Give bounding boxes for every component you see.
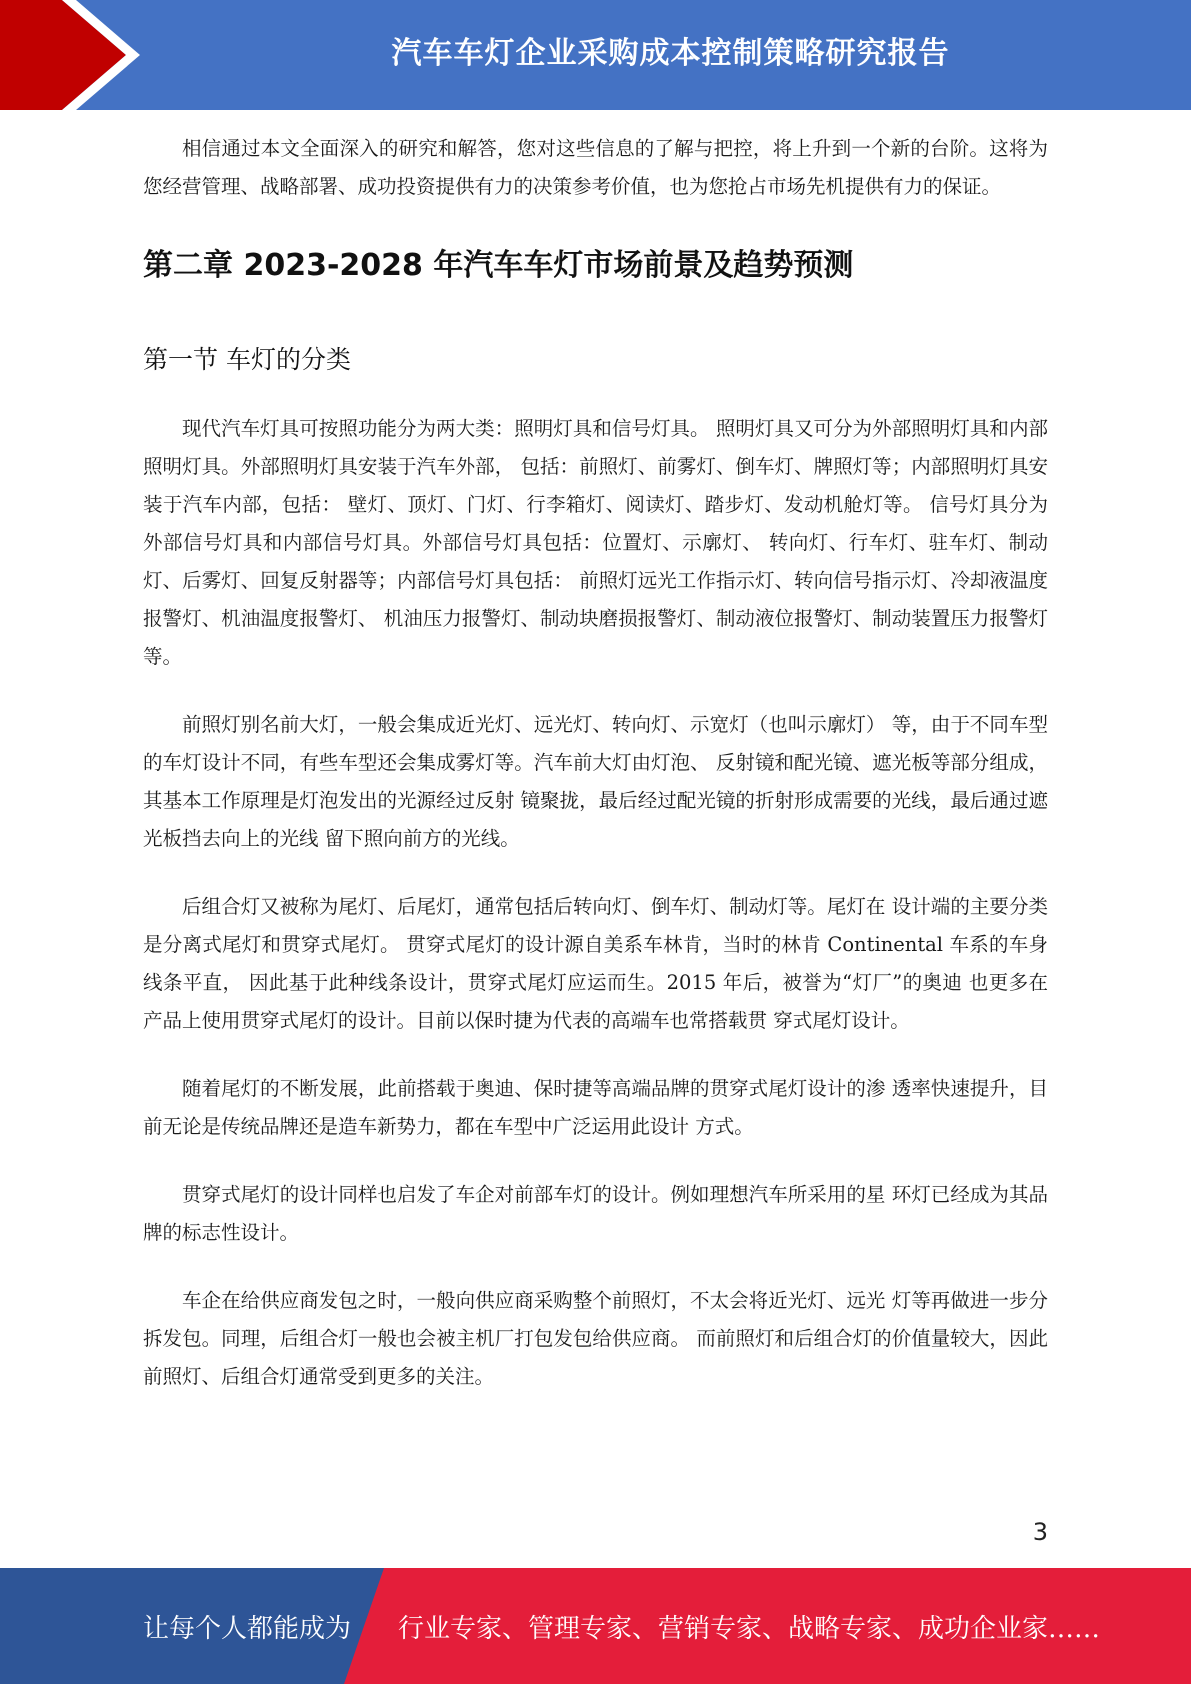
header-title: 汽车车灯企业采购成本控制策略研究报告: [391, 36, 950, 71]
section-title: 第一节 车灯的分类: [143, 345, 351, 374]
document-body: [143, 130, 1048, 1396]
page-footer: [0, 1568, 1191, 1684]
body-paragraph: 贯穿式尾灯的设计同样也启发了车企对前部车灯的设计。例如理想汽车所采用的星 环灯已经成为其品牌的标志性设计。: [143, 1183, 1048, 1244]
body-paragraph: 现代汽车灯具可按照功能分为两大类：照明灯具和信号灯具。 照明灯具又可分为外部照明灯具和内部照明灯具。外部照明灯具安装于汽车外部， 包括：前照灯、前雾灯、倒车灯、牌照灯等；内部照明灯具安装于汽车内部，包括： 壁灯、顶灯、门灯、行李箱灯、阅读灯、踏步灯、发动机舱灯等。 信号灯具分为外部信号灯具和内部信号灯具。外部信号灯具包括：位置灯、示廓灯、 转向灯、行车灯、驻车灯、制动灯、后雾灯、回复反射器等；内部信号灯具包括： 前照灯远光工作指示灯、转向信号指示灯、冷却液温度报警灯、机油温度报警灯、 机油压力报警灯、制动块磨损报警灯、制动液位报警灯、制动装置压力报警灯等。: [143, 417, 1048, 668]
chapter-title: 第二章 2023-2028 年汽车车灯市场前景及趋势预测: [143, 248, 854, 283]
body-paragraph: 后组合灯又被称为尾灯、后尾灯，通常包括后转向灯、倒车灯、制动灯等。尾灯在 设计端的主要分类是分离式尾灯和贯穿式尾灯。 贯穿式尾灯的设计源自美系车林肯，当时的林肯 Continental 车系的车身线条平直， 因此基于此种线条设计，贯穿式尾灯应运而生。2015 年后，被誉为“灯厂”的奥迪 也更多在产品上使用贯穿式尾灯的设计。目前以保时捷为代表的高端车也常搭载贯 穿式尾灯设计。: [143, 895, 1048, 1032]
page-number: 3: [1032, 1518, 1048, 1546]
header-chevron-decoration: [0, 0, 160, 110]
body-paragraph: 车企在给供应商发包之时，一般向供应商采购整个前照灯，不太会将近光灯、远光 灯等再做进一步分拆发包。同理，后组合灯一般也会被主机厂打包发包给供应商。 而前照灯和后组合灯的价值量较大，因此前照灯、后组合灯通常受到更多的关注。: [143, 1289, 1048, 1388]
footer-slogan-left: 让每个人都能成为: [143, 1613, 352, 1644]
body-paragraph: 前照灯别名前大灯，一般会集成近光灯、远光灯、转向灯、示宽灯（也叫示廓灯） 等，由于不同车型的车灯设计不同，有些车型还会集成雾灯等。汽车前大灯由灯泡、 反射镜和配光镜、遮光板等部分组成，其基本工作原理是灯泡发出的光源经过反射 镜聚拢，最后经过配光镜的折射形成需要的光线，最后通过遮光板挡去向上的光线 留下照向前方的光线。: [143, 713, 1048, 850]
body-paragraph: 随着尾灯的不断发展，此前搭载于奥迪、保时捷等高端品牌的贯穿式尾灯设计的渗 透率快速提升，目前无论是传统品牌还是造车新势力，都在车型中广泛运用此设计 方式。: [143, 1077, 1048, 1138]
footer-slogan-right: 行业专家、管理专家、营销专家、战略专家、成功企业家……: [398, 1613, 1101, 1644]
page-header: [0, 0, 1191, 110]
intro-paragraph: 相信通过本文全面深入的研究和解答，您对这些信息的了解与把控，将上升到一个新的台阶。这将为您经营管理、战略部署、成功投资提供有力的决策参考价值，也为您抢占市场先机提供有力的保证。: [143, 137, 1048, 198]
